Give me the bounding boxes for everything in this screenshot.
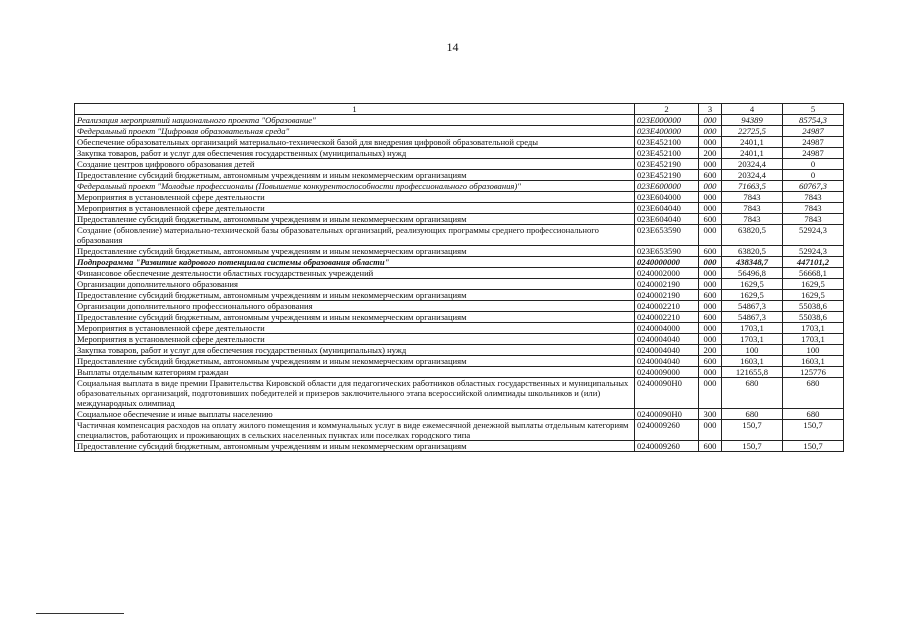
row-value-col4-cell: 2401,1	[722, 137, 783, 148]
row-name-cell: Федеральный проект "Цифровая образовательная среда"	[75, 126, 635, 137]
row-value-col4-cell: 56496,8	[722, 268, 783, 279]
row-code-cell: 023E653590	[635, 225, 699, 246]
row-vr-cell: 000	[699, 203, 722, 214]
row-vr-cell: 300	[699, 409, 722, 420]
row-value-col5-cell: 56668,1	[783, 268, 844, 279]
row-value-col4-cell: 1629,5	[722, 279, 783, 290]
row-value-col4-cell: 100	[722, 345, 783, 356]
row-code-cell: 023E400000	[635, 126, 699, 137]
row-value-col5-cell: 0	[783, 159, 844, 170]
row-code-cell: 02400090H0	[635, 409, 699, 420]
header-col-1: 1	[75, 104, 635, 115]
table-row	[75, 290, 844, 301]
row-value-col4-cell: 121655,8	[722, 367, 783, 378]
row-name-cell: Создание (обновление) материально-технической базы образовательных организаций, реализующих программы среднего профессионального образования	[75, 225, 635, 246]
table-row	[75, 137, 844, 148]
row-code-cell: 0240000000	[635, 257, 699, 268]
table-row	[75, 192, 844, 203]
row-code-cell: 0240002210	[635, 312, 699, 323]
row-value-col4-cell: 2401,1	[722, 148, 783, 159]
table-row	[75, 115, 844, 126]
row-code-cell: 0240002210	[635, 301, 699, 312]
row-vr-cell: 000	[699, 420, 722, 441]
row-value-col5-cell: 447101,2	[783, 257, 844, 268]
row-vr-cell: 000	[699, 323, 722, 334]
row-vr-cell: 000	[699, 268, 722, 279]
row-code-cell: 023E452190	[635, 170, 699, 181]
table-body	[75, 115, 844, 452]
row-code-cell: 023E452100	[635, 148, 699, 159]
table-row	[75, 203, 844, 214]
row-value-col4-cell: 680	[722, 409, 783, 420]
row-name-cell: Предоставление субсидий бюджетным, автономным учреждениям и иным некоммерческим организациям	[75, 441, 635, 452]
table-row	[75, 246, 844, 257]
row-value-col4-cell: 63820,5	[722, 225, 783, 246]
table-row	[75, 126, 844, 137]
row-value-col4-cell: 7843	[722, 192, 783, 203]
row-code-cell: 023E600000	[635, 181, 699, 192]
row-value-col5-cell: 7843	[783, 203, 844, 214]
table-row	[75, 378, 844, 409]
row-value-col5-cell: 1703,1	[783, 323, 844, 334]
row-code-cell: 02400090H0	[635, 378, 699, 409]
table-row	[75, 279, 844, 290]
table-row	[75, 181, 844, 192]
row-value-col5-cell: 680	[783, 378, 844, 409]
row-name-cell: Закупка товаров, работ и услуг для обеспечения государственных (муниципальных) нужд	[75, 148, 635, 159]
row-name-cell: Федеральный проект "Молодые профессионалы (Повышение конкурентоспособности профессионального образования)"	[75, 181, 635, 192]
row-value-col5-cell: 1629,5	[783, 290, 844, 301]
row-vr-cell: 600	[699, 246, 722, 257]
row-name-cell: Создание центров цифрового образования детей	[75, 159, 635, 170]
row-value-col5-cell: 24987	[783, 126, 844, 137]
row-vr-cell: 600	[699, 356, 722, 367]
row-name-cell: Предоставление субсидий бюджетным, автономным учреждениям и иным некоммерческим организациям	[75, 214, 635, 225]
table-row	[75, 334, 844, 345]
row-vr-cell: 000	[699, 192, 722, 203]
row-value-col5-cell: 55038,6	[783, 312, 844, 323]
row-value-col5-cell: 55038,6	[783, 301, 844, 312]
row-value-col5-cell: 150,7	[783, 441, 844, 452]
table-header-row	[75, 104, 844, 115]
row-value-col5-cell: 1629,5	[783, 279, 844, 290]
row-vr-cell: 000	[699, 159, 722, 170]
row-code-cell: 023E452190	[635, 159, 699, 170]
row-value-col4-cell: 150,7	[722, 441, 783, 452]
row-name-cell: Обеспечение образовательных организаций материально-технической базой для внедрения цифровой образовательной среды	[75, 137, 635, 148]
budget-table	[74, 103, 844, 452]
row-name-cell: Реализация мероприятий национального проекта "Образование"	[75, 115, 635, 126]
row-code-cell: 0240002000	[635, 268, 699, 279]
row-name-cell: Предоставление субсидий бюджетным, автономным учреждениям и иным некоммерческим организациям	[75, 170, 635, 181]
row-vr-cell: 200	[699, 148, 722, 159]
row-name-cell: Мероприятия в установленной сфере деятельности	[75, 192, 635, 203]
table-row	[75, 148, 844, 159]
row-value-col4-cell: 1603,1	[722, 356, 783, 367]
row-value-col5-cell: 125776	[783, 367, 844, 378]
row-name-cell: Предоставление субсидий бюджетным, автономным учреждениям и иным некоммерческим организациям	[75, 290, 635, 301]
row-value-col4-cell: 1703,1	[722, 323, 783, 334]
header-col-2: 2	[635, 104, 699, 115]
row-code-cell: 0240004040	[635, 356, 699, 367]
row-name-cell: Подпрограмма "Развитие кадрового потенциала системы образования области"	[75, 257, 635, 268]
table-row	[75, 159, 844, 170]
row-code-cell: 0240004000	[635, 323, 699, 334]
row-vr-cell: 600	[699, 441, 722, 452]
table-row	[75, 170, 844, 181]
table-row	[75, 441, 844, 452]
row-code-cell: 023E452100	[635, 137, 699, 148]
row-code-cell: 0240009260	[635, 420, 699, 441]
table-row	[75, 225, 844, 246]
row-code-cell: 0240002190	[635, 279, 699, 290]
row-vr-cell: 000	[699, 257, 722, 268]
row-name-cell: Предоставление субсидий бюджетным, автономным учреждениям и иным некоммерческим организациям	[75, 246, 635, 257]
row-value-col5-cell: 7843	[783, 192, 844, 203]
row-value-col4-cell: 7843	[722, 203, 783, 214]
row-vr-cell: 200	[699, 345, 722, 356]
table-row	[75, 323, 844, 334]
row-name-cell: Социальная выплата в виде премии Правительства Кировской области для педагогических работников областных государственных и муниципальных образовательных организаций, подготовивших победителей и призеров заключительного этапа всероссийской олимпиады школьников и (или) международных олимпиад	[75, 378, 635, 409]
table-row	[75, 345, 844, 356]
row-vr-cell: 600	[699, 290, 722, 301]
page-number: 14	[446, 40, 459, 54]
row-value-col4-cell: 54867,3	[722, 312, 783, 323]
row-name-cell: Организации дополнительного образования	[75, 279, 635, 290]
row-value-col4-cell: 94389	[722, 115, 783, 126]
row-value-col5-cell: 150,7	[783, 420, 844, 441]
row-value-col4-cell: 438348,7	[722, 257, 783, 268]
row-vr-cell: 000	[699, 137, 722, 148]
row-value-col5-cell: 24987	[783, 137, 844, 148]
row-name-cell: Финансовое обеспечение деятельности областных государственных учреждений	[75, 268, 635, 279]
row-name-cell: Мероприятия в установленной сфере деятельности	[75, 203, 635, 214]
row-code-cell: 023E000000	[635, 115, 699, 126]
row-value-col5-cell: 60767,3	[783, 181, 844, 192]
row-value-col4-cell: 22725,5	[722, 126, 783, 137]
table-row	[75, 409, 844, 420]
row-name-cell: Социальное обеспечение и иные выплаты населению	[75, 409, 635, 420]
table-row	[75, 312, 844, 323]
header-col-4: 4	[722, 104, 783, 115]
row-vr-cell: 000	[699, 126, 722, 137]
row-name-cell: Мероприятия в установленной сфере деятельности	[75, 323, 635, 334]
row-value-col4-cell: 54867,3	[722, 301, 783, 312]
row-vr-cell: 000	[699, 378, 722, 409]
row-value-col5-cell: 100	[783, 345, 844, 356]
row-value-col4-cell: 1629,5	[722, 290, 783, 301]
row-value-col5-cell: 1603,1	[783, 356, 844, 367]
row-value-col5-cell: 0	[783, 170, 844, 181]
row-value-col4-cell: 7843	[722, 214, 783, 225]
footnote-divider	[36, 613, 124, 614]
row-value-col4-cell: 150,7	[722, 420, 783, 441]
row-value-col5-cell: 52924,3	[783, 225, 844, 246]
row-value-col5-cell: 52924,3	[783, 246, 844, 257]
row-code-cell: 0240004040	[635, 334, 699, 345]
row-name-cell: Мероприятия в установленной сфере деятельности	[75, 334, 635, 345]
row-vr-cell: 000	[699, 367, 722, 378]
row-vr-cell: 000	[699, 334, 722, 345]
table-row	[75, 301, 844, 312]
table-row	[75, 420, 844, 441]
row-name-cell: Предоставление субсидий бюджетным, автономным учреждениям и иным некоммерческим организациям	[75, 312, 635, 323]
table-row	[75, 214, 844, 225]
row-value-col4-cell: 1703,1	[722, 334, 783, 345]
row-vr-cell: 600	[699, 170, 722, 181]
row-value-col5-cell: 7843	[783, 214, 844, 225]
row-code-cell: 023E604040	[635, 214, 699, 225]
header-col-5: 5	[783, 104, 844, 115]
row-value-col4-cell: 20324,4	[722, 170, 783, 181]
row-vr-cell: 000	[699, 181, 722, 192]
row-code-cell: 0240002190	[635, 290, 699, 301]
table-row	[75, 356, 844, 367]
row-vr-cell: 000	[699, 115, 722, 126]
row-code-cell: 0240004040	[635, 345, 699, 356]
row-value-col4-cell: 63820,5	[722, 246, 783, 257]
row-name-cell: Закупка товаров, работ и услуг для обеспечения государственных (муниципальных) нужд	[75, 345, 635, 356]
row-value-col5-cell: 85754,3	[783, 115, 844, 126]
header-col-3: 3	[699, 104, 722, 115]
row-vr-cell: 000	[699, 279, 722, 290]
row-value-col4-cell: 680	[722, 378, 783, 409]
row-value-col5-cell: 24987	[783, 148, 844, 159]
row-value-col4-cell: 71663,5	[722, 181, 783, 192]
row-name-cell: Предоставление субсидий бюджетным, автономным учреждениям и иным некоммерческим организациям	[75, 356, 635, 367]
row-code-cell: 0240009260	[635, 441, 699, 452]
row-code-cell: 0240009000	[635, 367, 699, 378]
row-vr-cell: 000	[699, 225, 722, 246]
row-vr-cell: 000	[699, 301, 722, 312]
row-vr-cell: 600	[699, 214, 722, 225]
row-value-col4-cell: 20324,4	[722, 159, 783, 170]
row-name-cell: Частичная компенсация расходов на оплату жилого помещения и коммунальных услуг в виде ежемесячной денежной выплаты отдельным категориям специалистов, работающих и проживающих в сельских населенных пунктах или поселках городского типа	[75, 420, 635, 441]
table-row	[75, 257, 844, 268]
row-name-cell: Организации дополнительного профессионального образования	[75, 301, 635, 312]
row-vr-cell: 600	[699, 312, 722, 323]
table-row	[75, 268, 844, 279]
row-code-cell: 023E653590	[635, 246, 699, 257]
row-name-cell: Выплаты отдельным категориям граждан	[75, 367, 635, 378]
table-row	[75, 367, 844, 378]
row-code-cell: 023E604000	[635, 192, 699, 203]
row-value-col5-cell: 680	[783, 409, 844, 420]
row-code-cell: 023E604040	[635, 203, 699, 214]
row-value-col5-cell: 1703,1	[783, 334, 844, 345]
